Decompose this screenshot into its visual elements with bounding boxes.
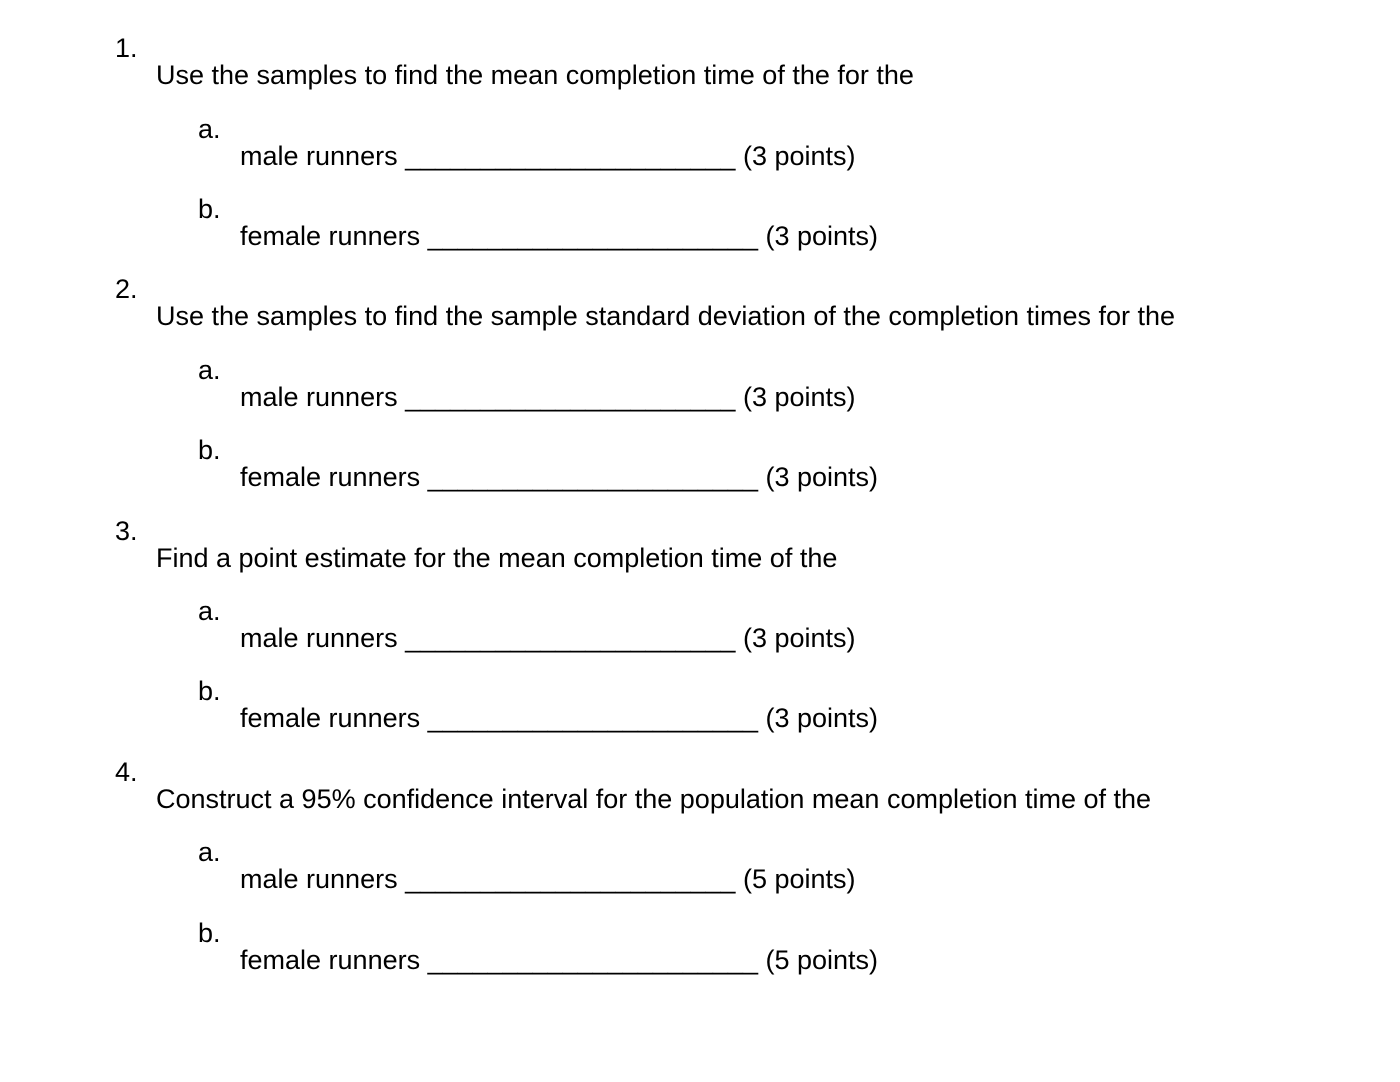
- part-letter: b.: [198, 676, 221, 706]
- part-content: [240, 143, 856, 170]
- part-letter: a.: [198, 596, 221, 626]
- question-number: 3.: [115, 516, 138, 546]
- answer-blank: ______________________: [405, 623, 736, 653]
- question-3-part-b: [0, 651, 879, 733]
- question-2: [0, 249, 1176, 331]
- part-letter: a.: [198, 114, 221, 144]
- points-label: (3 points): [765, 703, 879, 733]
- question-4: [0, 732, 1152, 814]
- question-number: 2.: [115, 274, 138, 304]
- answer-blank: ______________________: [427, 703, 758, 733]
- part-letter: a.: [198, 355, 221, 385]
- part-content: [240, 705, 878, 732]
- part-letter: a.: [198, 837, 221, 867]
- question-text: Find a point estimate for the mean completion time of the: [156, 543, 838, 573]
- part-label: male runners: [240, 141, 398, 171]
- part-content: [240, 384, 856, 411]
- part-content: [240, 625, 856, 652]
- question-1-part-a: [0, 89, 856, 171]
- part-label: female runners: [240, 945, 421, 975]
- question-4-part-b: [0, 893, 879, 975]
- part-letter: b.: [198, 918, 221, 948]
- question-3: [0, 491, 838, 573]
- part-label: female runners: [240, 703, 421, 733]
- question-1-part-b: [0, 169, 879, 251]
- question-2-part-b: [0, 410, 879, 492]
- question-text: Use the samples to find the mean completion time of the for the: [156, 60, 914, 90]
- question-number: 4.: [115, 757, 138, 787]
- answer-blank: ______________________: [405, 382, 736, 412]
- part-label: male runners: [240, 623, 398, 653]
- part-label: female runners: [240, 462, 421, 492]
- part-label: male runners: [240, 382, 398, 412]
- points-label: (3 points): [742, 141, 856, 171]
- answer-blank: ______________________: [427, 462, 758, 492]
- answer-blank: ______________________: [405, 864, 736, 894]
- points-label: (3 points): [765, 462, 879, 492]
- points-label: (5 points): [742, 864, 856, 894]
- question-2-part-a: [0, 330, 856, 412]
- answer-blank: ______________________: [405, 141, 736, 171]
- points-label: (3 points): [742, 623, 856, 653]
- question-3-part-a: [0, 571, 856, 653]
- points-label: (3 points): [765, 221, 879, 251]
- points-label: (5 points): [765, 945, 879, 975]
- part-content: [240, 947, 878, 974]
- question-number: 1.: [115, 33, 138, 63]
- question-1: [0, 8, 914, 90]
- question-text: Construct a 95% confidence interval for the population mean completion time of the: [156, 784, 1152, 814]
- part-content: [240, 866, 856, 893]
- part-letter: b.: [198, 194, 221, 224]
- answer-blank: ______________________: [427, 945, 758, 975]
- part-content: [240, 223, 878, 250]
- question-4-part-a: [0, 812, 856, 894]
- answer-blank: ______________________: [427, 221, 758, 251]
- part-letter: b.: [198, 435, 221, 465]
- part-content: [240, 464, 878, 491]
- part-label: male runners: [240, 864, 398, 894]
- points-label: (3 points): [742, 382, 856, 412]
- question-text: Use the samples to find the sample standard deviation of the completion times for the: [156, 301, 1176, 331]
- part-label: female runners: [240, 221, 421, 251]
